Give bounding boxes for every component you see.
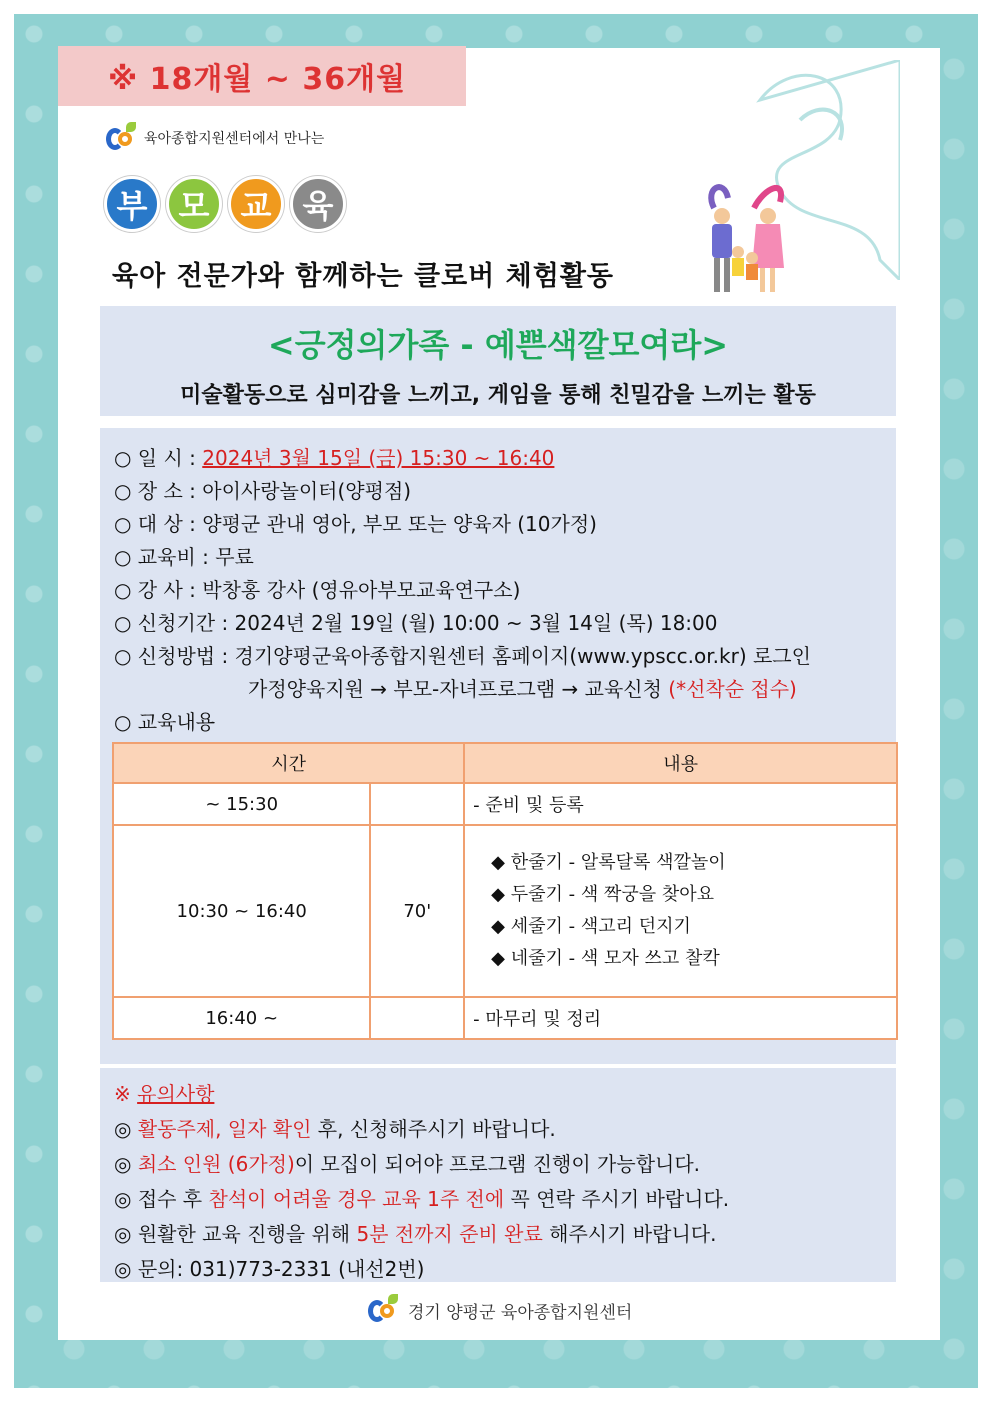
info-box	[100, 428, 896, 1064]
table-header-row	[113, 743, 897, 783]
footer	[366, 1292, 632, 1328]
list-item: ◆ 네줄기 - 색 모자 쓰고 찰칵	[491, 948, 720, 969]
table-row	[113, 783, 897, 825]
center-logo-row	[104, 120, 324, 156]
note-item: ◎ 문의: 031)773-2331 (내선2번)	[114, 1257, 425, 1281]
center-logo-icon	[366, 1292, 402, 1328]
info-content-label: ○ 교육내용	[114, 710, 216, 734]
parent-education-circles	[104, 176, 346, 232]
row-duration: 70'	[370, 825, 464, 997]
table-row	[113, 997, 897, 1039]
row-duration	[370, 783, 464, 825]
center-logo-icon	[104, 120, 140, 156]
program-title-box	[100, 306, 896, 416]
info-period: ○ 신청기간 : 2024년 2월 19일 (월) 10:00 ~ 3월 14일 (목) 18:00	[114, 611, 718, 635]
program-title: <긍정의가족 - 예쁜색깔모여라>	[267, 326, 729, 364]
note-item: ◎ 접수 후 참석이 어려울 경우 교육 1주 전에 꼭 연락 주시기 바랍니다.	[114, 1187, 730, 1211]
age-range-badge: ※ 18개월 ~ 36개월	[58, 46, 466, 106]
circle-mo: 모	[166, 176, 222, 232]
row-content: - 준비 및 등록	[464, 783, 897, 825]
header-content: 내용	[464, 743, 897, 783]
schedule-table	[112, 742, 898, 1040]
footer-center-name: 경기 양평군 육아종합지원센터	[408, 1302, 633, 1323]
note-item: ◎ 활동주제, 일자 확인 후, 신청해주시기 바랍니다.	[114, 1117, 556, 1141]
note-item: ◎ 원활한 교육 진행을 위해 5분 전까지 준비 완료 해주시기 바랍니다.	[114, 1222, 717, 1246]
first-come-note: (*선착순 접수)	[668, 677, 797, 701]
info-method: ○ 신청방법 : 경기양평군육아종합지원센터 홈페이지(www.ypscc.or.kr) 로그인	[114, 644, 811, 668]
family-illustration-icon	[694, 178, 804, 296]
program-description: 미술활동으로 심미감을 느끼고, 게임을 통해 친밀감을 느끼는 활동	[180, 383, 816, 408]
circle-yuk: 육	[290, 176, 346, 232]
row-time: 16:40 ~	[113, 997, 370, 1039]
logo-caption: 육아종합지원센터에서 만나는	[144, 131, 325, 147]
notes-heading: ※ 유의사항	[114, 1082, 215, 1106]
note-item: ◎ 최소 인원 (6가정)이 모집이 되어야 프로그램 진행이 가능합니다.	[114, 1152, 701, 1176]
circle-gyo: 교	[228, 176, 284, 232]
info-lecturer: ○ 강 사 : 박창홍 강사 (영유아부모교육연구소)	[114, 578, 521, 602]
info-place: ○ 장 소 : 아이사랑놀이터(양평점)	[114, 479, 412, 503]
info-method-path: 가정양육지원 → 부모-자녀프로그램 → 교육신청 (*선착순 접수)	[248, 677, 797, 701]
table-row	[113, 825, 897, 997]
row-content	[464, 825, 897, 997]
row-time: 10:30 ~ 16:40	[113, 825, 370, 997]
date-value: 2024년 3월 15일 (금) 15:30 ~ 16:40	[202, 446, 555, 470]
info-date: ○ 일 시 : 2024년 3월 15일 (금) 15:30 ~ 16:40	[114, 446, 555, 470]
row-time: ~ 15:30	[113, 783, 370, 825]
row-duration	[370, 997, 464, 1039]
circle-bu: 부	[104, 176, 160, 232]
program-tagline: 육아 전문가와 함께하는 클로버 체험활동	[112, 261, 614, 292]
info-target: ○ 대 상 : 양평군 관내 영아, 부모 또는 양육자 (10가정)	[114, 512, 597, 536]
notes-box	[100, 1068, 896, 1282]
list-item: ◆ 두줄기 - 색 짝궁을 찾아요	[491, 884, 714, 905]
info-fee: ○ 교육비 : 무료	[114, 545, 254, 569]
header-time: 시간	[113, 743, 464, 783]
list-item: ◆ 세줄기 - 색고리 던지기	[491, 916, 691, 937]
list-item: ◆ 한줄기 - 알록달록 색깔놀이	[491, 852, 726, 873]
activity-list	[473, 847, 896, 975]
row-content: - 마무리 및 정리	[464, 997, 897, 1039]
